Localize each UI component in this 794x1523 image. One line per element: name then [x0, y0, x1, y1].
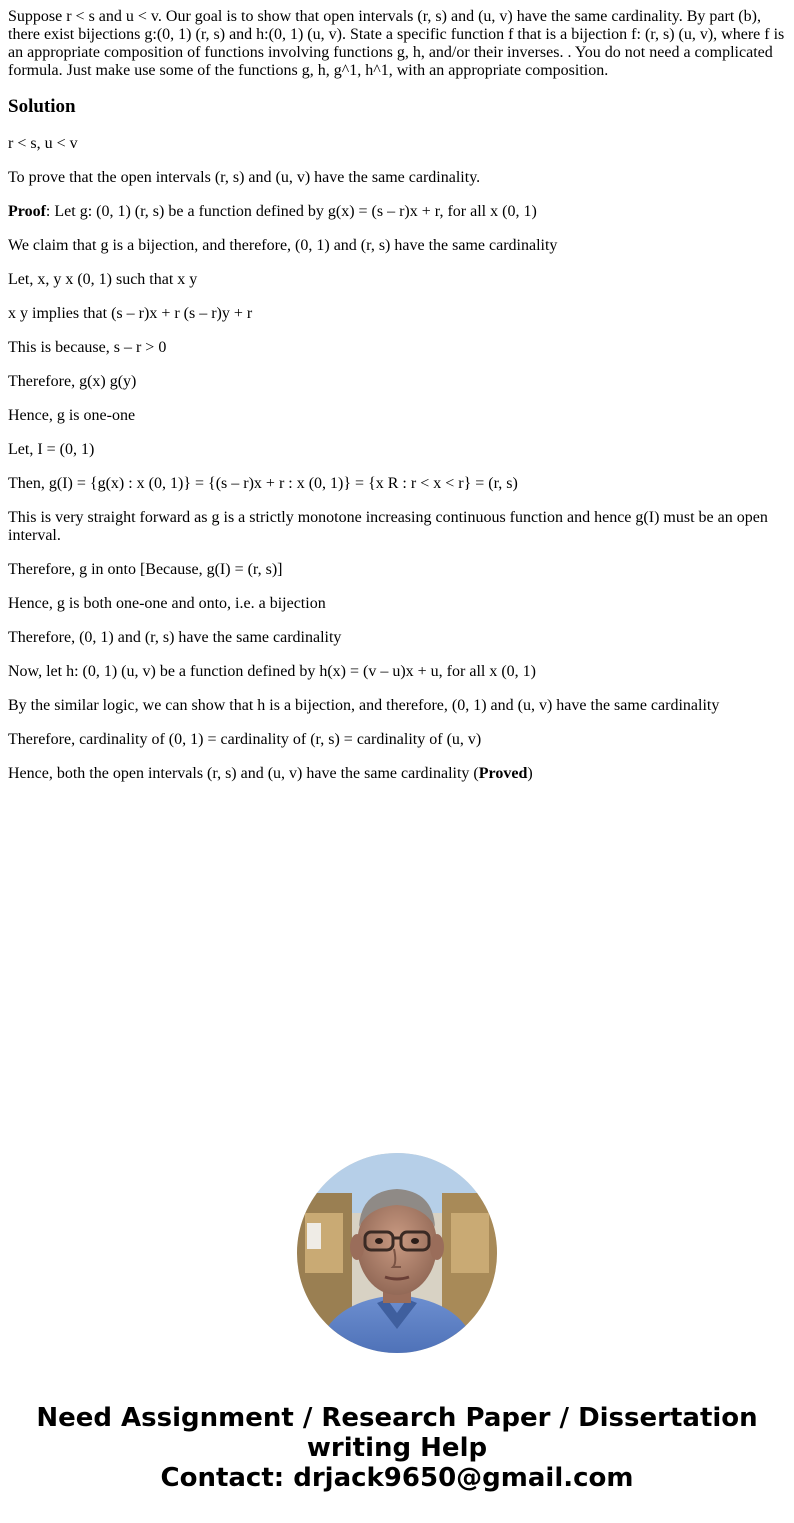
proved-label: Proved — [478, 765, 528, 782]
solution-step: This is very straight forward as g is a strictly monotone increasing continuous function and hence g(I) must be an open interval. — [8, 509, 768, 544]
author-avatar — [297, 1153, 497, 1353]
solution-heading: Solution — [8, 96, 76, 117]
solution-step: By the similar logic, we can show that h is a bijection, and therefore, (0, 1) and (u, v) have the same cardinality — [8, 697, 720, 714]
solution-step: Therefore, g in onto [Because, g(I) = (r, s)] — [8, 561, 283, 578]
proof-step — [8, 203, 786, 221]
proof-label: Proof — [8, 203, 46, 220]
solution-step: Now, let h: (0, 1) (u, v) be a function defined by h(x) = (v – u)x + u, for all x (0, 1) — [8, 663, 536, 680]
solution-step: Therefore, cardinality of (0, 1) = cardinality of (r, s) = cardinality of (u, v) — [8, 731, 482, 748]
proof-text: : Let g: (0, 1) (r, s) be a function defined by g(x) = (s – r)x + r, for all x (0, 1) — [45, 203, 537, 220]
solution-step: Therefore, (0, 1) and (r, s) have the same cardinality — [8, 629, 342, 646]
solution-step: Then, g(I) = {g(x) : x (0, 1)} = {(s – r)x + r : x (0, 1)} = {x R : r < x < r} = (r, s) — [8, 475, 518, 492]
solution-step: Hence, g is one-one — [8, 407, 136, 424]
conclusion-step — [8, 765, 786, 783]
avatar-portrait — [297, 1153, 497, 1353]
solution-step: We claim that g is a bijection, and therefore, (0, 1) and (r, s) have the same cardinality — [8, 237, 558, 254]
solution-step: x y implies that (s – r)x + r (s – r)y + r — [8, 305, 253, 322]
solution-step: This is because, s – r > 0 — [8, 339, 167, 356]
solution-step: Hence, g is both one-one and onto, i.e. a bijection — [8, 595, 326, 612]
solution-step: r < s, u < v — [8, 135, 78, 152]
promo-line-2: writing Help — [306, 1433, 488, 1463]
document-content — [8, 8, 786, 799]
solution-step: To prove that the open intervals (r, s) and (u, v) have the same cardinality. — [8, 169, 481, 186]
solution-step: Let, x, y x (0, 1) such that x y — [8, 271, 198, 288]
solution-step: Let, I = (0, 1) — [8, 441, 95, 458]
promo-contact: Contact: drjack9650@gmail.com — [160, 1463, 634, 1493]
question-text: Suppose r < s and u < v. Our goal is to show that open intervals (r, s) and (u, v) have the same cardinality. By part (b), there exist bijections g:(0, 1) (r, s) and h:(0, 1) (u, v). State a specific function f that is a bijection f: (r, s) (u, v), where f is an appropriate composition of functions involving functions g, h, and/or their inverses. . You do not need a complicated formula. Just make use some of the functions g, h, g^1, h^1, with an appropriate composition. — [8, 8, 785, 79]
promo-banner — [0, 1403, 794, 1493]
conclusion-text: Hence, both the open intervals (r, s) and (u, v) have the same cardinality ( — [8, 765, 479, 782]
promo-line-1: Need Assignment / Research Paper / Dissertation — [36, 1403, 758, 1433]
solution-step: Therefore, g(x) g(y) — [8, 373, 137, 390]
conclusion-close: ) — [527, 765, 533, 782]
